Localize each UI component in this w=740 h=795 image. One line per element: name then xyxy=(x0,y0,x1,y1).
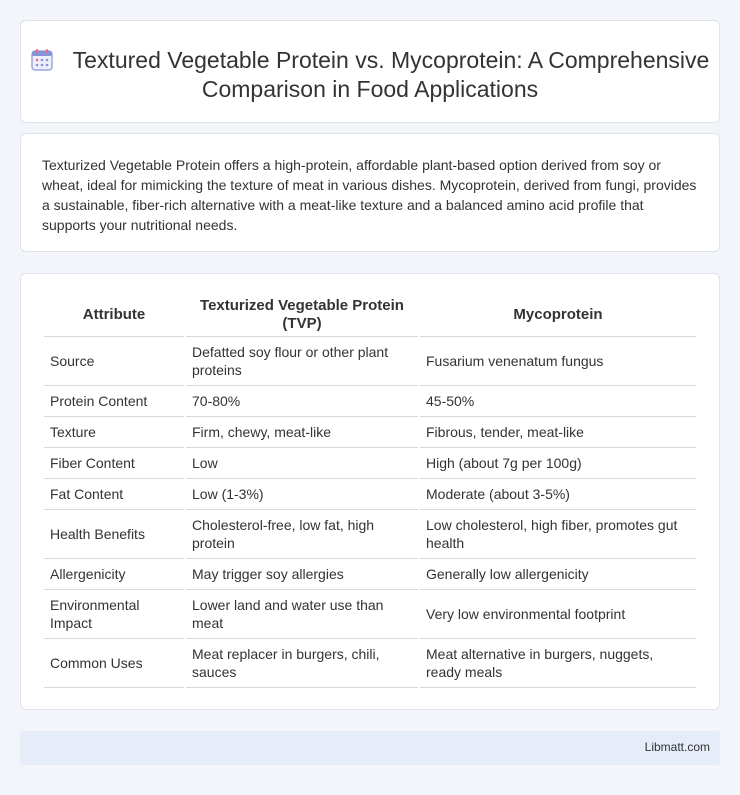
cell-attribute: Environmental Impact xyxy=(44,590,184,639)
footer-bar xyxy=(20,731,720,765)
cell-attribute: Fiber Content xyxy=(44,448,184,479)
page-title xyxy=(21,46,719,104)
cell-mycoprotein: 45-50% xyxy=(420,386,696,417)
cell-mycoprotein: Meat alternative in burgers, nuggets, ready meals xyxy=(420,639,696,688)
intro-text: Texturized Vegetable Protein offers a high-protein, affordable plant-based option derived from soy or wheat, ideal for mimicking the texture of meat in various dishes. Mycoprotein, derived from fungi, provides a sustainable, fiber-rich alternative with a meat-like texture and a balanced amino acid profile that supports your nutritional needs. xyxy=(42,157,697,233)
table-row xyxy=(44,337,696,386)
cell-tvp: Low xyxy=(186,448,418,479)
cell-attribute: Protein Content xyxy=(44,386,184,417)
intro-card xyxy=(20,133,720,252)
cell-attribute: Allergenicity xyxy=(44,559,184,590)
comparison-table xyxy=(42,293,698,688)
cell-mycoprotein: Fibrous, tender, meat-like xyxy=(420,417,696,448)
table-row xyxy=(44,479,696,510)
footer-brand[interactable]: Libmatt.com xyxy=(644,740,710,754)
cell-tvp: Firm, chewy, meat-like xyxy=(186,417,418,448)
cell-mycoprotein: Low cholesterol, high fiber, promotes gut health xyxy=(420,510,696,559)
table-header-row xyxy=(44,293,696,337)
calendar-icon xyxy=(31,49,53,71)
cell-mycoprotein: Fusarium venenatum fungus xyxy=(420,337,696,386)
cell-attribute: Common Uses xyxy=(44,639,184,688)
cell-mycoprotein: High (about 7g per 100g) xyxy=(420,448,696,479)
table-row xyxy=(44,386,696,417)
header-tvp: Texturized Vegetable Protein (TVP) xyxy=(186,293,418,337)
cell-mycoprotein: Very low environmental footprint xyxy=(420,590,696,639)
cell-attribute: Fat Content xyxy=(44,479,184,510)
title-card xyxy=(20,20,720,123)
comparison-card xyxy=(20,273,720,710)
cell-tvp: Cholesterol-free, low fat, high protein xyxy=(186,510,418,559)
header-mycoprotein: Mycoprotein xyxy=(420,293,696,337)
cell-tvp: Lower land and water use than meat xyxy=(186,590,418,639)
cell-tvp: May trigger soy allergies xyxy=(186,559,418,590)
cell-tvp: 70-80% xyxy=(186,386,418,417)
table-row xyxy=(44,417,696,448)
cell-attribute: Source xyxy=(44,337,184,386)
cell-mycoprotein: Moderate (about 3-5%) xyxy=(420,479,696,510)
cell-tvp: Meat replacer in burgers, chili, sauces xyxy=(186,639,418,688)
cell-tvp: Defatted soy flour or other plant proteins xyxy=(186,337,418,386)
table-row xyxy=(44,590,696,639)
header-attribute: Attribute xyxy=(44,293,184,337)
table-row xyxy=(44,510,696,559)
table-row xyxy=(44,559,696,590)
cell-tvp: Low (1-3%) xyxy=(186,479,418,510)
cell-attribute: Health Benefits xyxy=(44,510,184,559)
table-row xyxy=(44,639,696,688)
page-title-text: Textured Vegetable Protein vs. Mycoprotein: A Comprehensive Comparison in Food Applications xyxy=(72,47,710,102)
table-row xyxy=(44,448,696,479)
cell-attribute: Texture xyxy=(44,417,184,448)
cell-mycoprotein: Generally low allergenicity xyxy=(420,559,696,590)
